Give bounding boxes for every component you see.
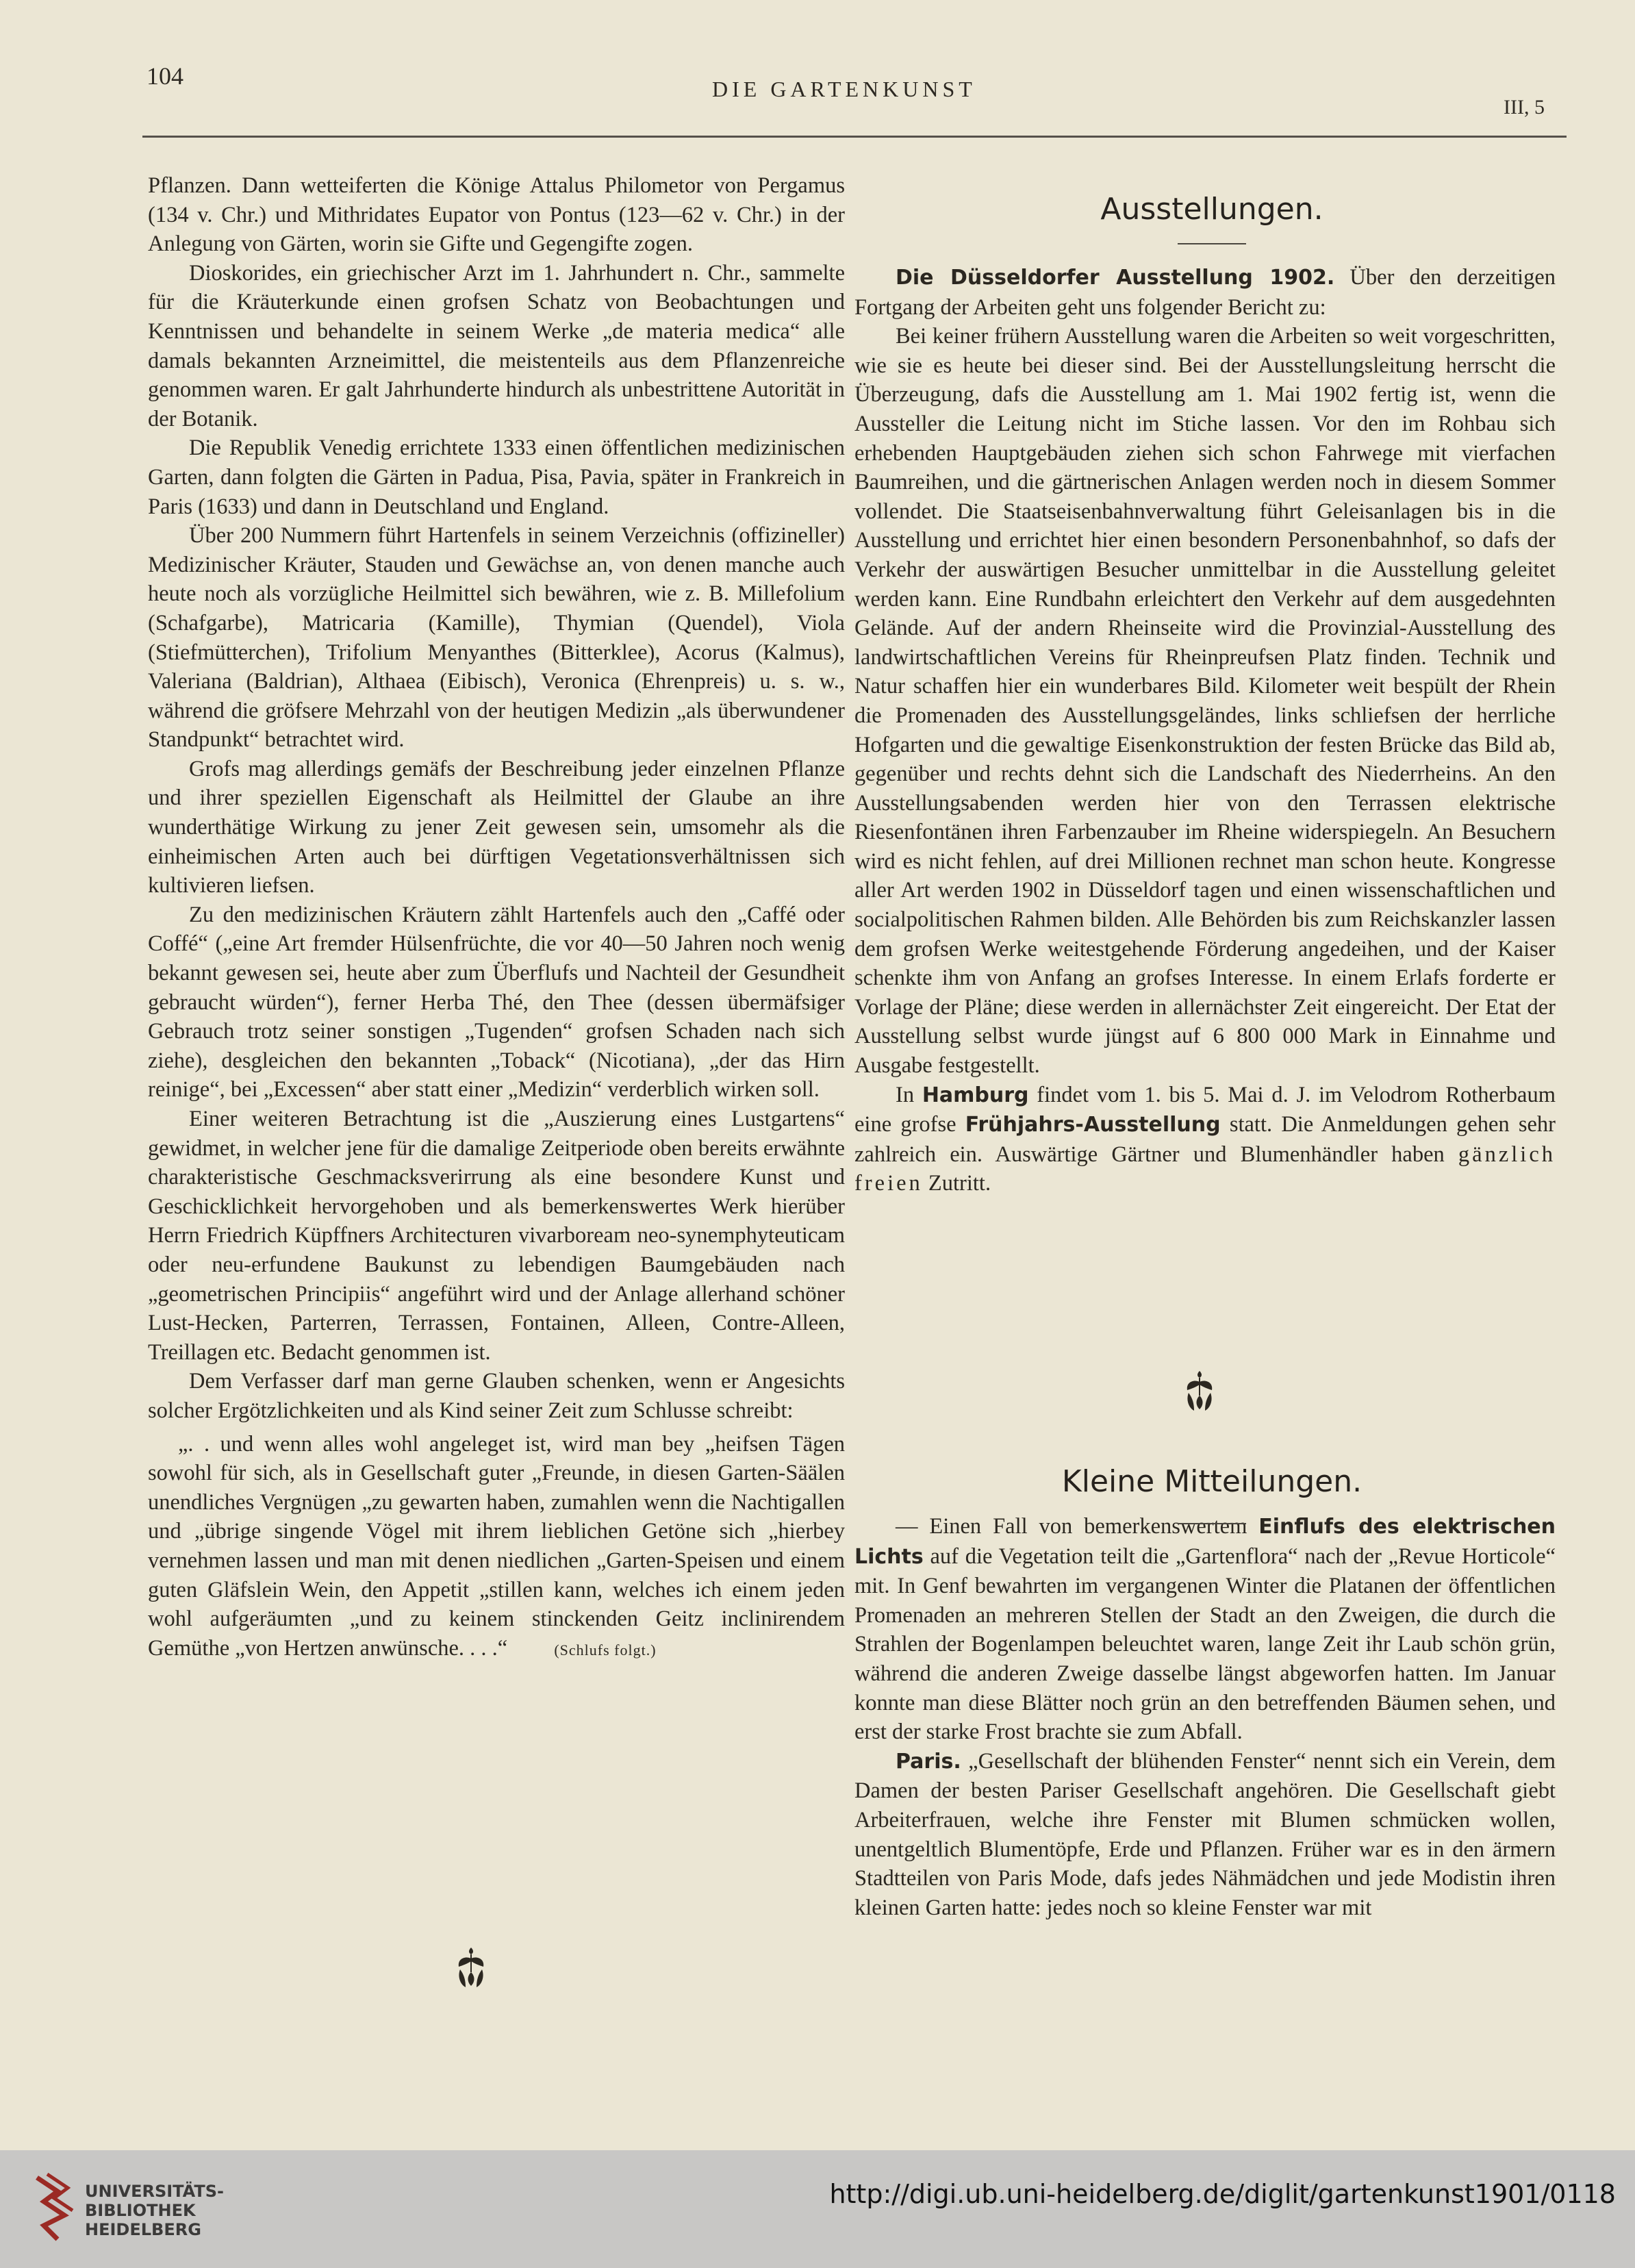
paragraph <box>854 1512 1556 1747</box>
text-run: findet vom 1. bis 5. Mai d. J. im Velodrom Rotherbaum eine grofse <box>854 1082 1556 1137</box>
text-run: — Einen Fall von bemerkenswertem <box>896 1514 1259 1539</box>
paragraph: Über 200 Nummern führt Hartenfels in seinem Verzeichnis (offizineller) Medizinischer Kräuter, Stauden und Gewächse an, von denen manche auch heute noch als vorzügliche Heilmittel sich bewähren, wie z. B. Millefolium (Schafgarbe), Matricaria (Kamille), Thymian (Quendel), Viola (Stiefmütterchen), Trifolium Menyanthes (Bitterklee), Acorus (Kalmus), Valeriana (Baldrian), Althaea (Eibisch), Veronica (Ehrenpreis) u. s. w., während die gröfsere Mehrzahl von der heutigen Medizin „als überwundener Standpunkt“ betrachtet wird. <box>148 523 845 753</box>
paragraph <box>854 1747 1556 1923</box>
paragraph: Einer weiteren Betrachtung ist die „Auszierung eines Lustgartens“ gewidmet, in welcher jene für die damalige Zeitperiode oben bereits erwähnte charakteristische Geschmacksverirrung als eine besondere Kunst und Geschicklichkeit hervorgehoben und als bemerkenswertes Werk hierüber Herrn Friedrich Küpffners Architecturen vivarboream neo-synemphyteuticam oder neu-erfundene Baukunst zu lebendigen Baumgebäuden nach „geometrischen Principiis“ angeführt wird und der Anlage allerhand schöner Lust-Hecken, Parterren, Terrassen, Fontainen, Alleen, Contre-Alleen, Treillagen etc. Bedacht genommen ist. <box>148 1107 845 1365</box>
library-name <box>85 2182 224 2239</box>
paragraph-text: Über den derzeitigen Fortgang der Arbeiten geht uns folgender Bericht zu: <box>854 265 1556 320</box>
paragraph: Zu den medizinischen Kräutern zählt Hartenfels auch den „Caffé oder Coffé“ („eine Art fremder Hülsenfrüchte, die vor 40—50 Jahren noch wenig bekannt gewesen sei, heute aber zum Überflufs und Nachteil der Gesundheit gebraucht würden“), ferner Herba Thé, den Thee (dessen übermäfsiger Gebrauch trotz seiner sonstigen „Tugenden“ grofsen Schaden nach sich ziehe), desgleichen den bekannten „Toback“ (Nicotiana), „der das Hirn reinige“, bei „Excessen“ aber statt einer „Medizin“ verderblich wirken soll. <box>148 902 845 1102</box>
block-quote <box>148 1430 845 1665</box>
library-name-line: HEIDELBERG <box>85 2220 201 2239</box>
paragraph: Dem Verfasser darf man gerne Glauben schenken, wenn er Angesichts solcher Ergötzlichkeiten und als Kind seiner Zeit zum Schlusse schreibt: <box>148 1369 845 1423</box>
header-rule <box>142 136 1567 138</box>
paragraph <box>854 263 1556 322</box>
section-title-ausstellungen: Ausstellungen. <box>1100 192 1323 227</box>
text-run: In <box>896 1082 922 1107</box>
right-column <box>854 263 1556 1922</box>
left-column <box>148 171 845 1665</box>
paragraph: Die Republik Venedig errichtete 1333 einen öffentlichen medizinischen Garten, dann folgten die Gärten in Padua, Pisa, Pavia, später in Frankreich in Paris (1633) und dann in Deutschland und England. <box>148 436 845 519</box>
bold-heading: Die Düsseldorfer Ausstellung 1902. <box>896 266 1335 290</box>
bold-term: Frühjahrs-Ausstellung <box>965 1113 1221 1137</box>
paragraph: Dioskorides, ein griechischer Arzt im 1. Jahrhundert n. Chr., sammelte für die Kräuterkunde einen grofsen Schatz von Beobachtungen und Kenntnissen und behandelte in seinem Werke „de materia medica“ alle damals bekannten Arzneimittel, die meistenteils aus dem Pflanzenreiche genommen waren. Er galt Jahrhunderte hindurch als unbestrittene Autorität in der Botanik. <box>148 260 845 431</box>
text-run: statt. Die Anmeldungen gehen sehr zahlreich ein. Auswärtige Gärtner und Blumenhändler haben <box>854 1112 1556 1167</box>
spaced-term: gänzlich freien <box>854 1142 1556 1196</box>
section-rule <box>1178 1523 1246 1524</box>
library-name-line: UNIVERSITÄTS- <box>85 2182 225 2201</box>
library-logo-icon <box>30 2171 78 2249</box>
section-rule <box>1178 243 1246 244</box>
library-name-line: BIBLIOTHEK <box>85 2201 196 2220</box>
running-title: DIE GARTENKUNST <box>712 77 976 101</box>
flower-ornament-icon <box>1179 1368 1220 1419</box>
paragraph-text: „Gesellschaft der blühenden Fenster“ nennt sich ein Verein, dem Damen der besten Pariser Gesellschaft angehören. Die Gesellschaft giebt Arbeiterfrauen, welche ihre Fenster mit Blumen schmücken wollen, unentgeltlich Blumentöpfe, Erde und Pflanzen. Früher war es in den ärmern Stadtteilen von Paris Mode, dafs jedes Nähmädchen und jede Modistin ihren kleinen Garten hatte: jedes noch so kleine Fenster war mit <box>854 1748 1556 1920</box>
paragraph <box>854 1081 1556 1198</box>
paragraph: Grofs mag allerdings gemäfs der Beschreibung jeder einzelnen Pflanze und ihrer speziellen Eigenschaft als Heilmittel der Glaube an ihre wunderthätige Wirkung zu jener Zeit gewesen sein, umsomehr als die einheimischen Arten auch bei dürftigen Vegetationsverhältnissen sich kultivieren liefsen. <box>148 756 845 898</box>
page-number: 104 <box>147 62 183 90</box>
paragraph: Bei keiner frühern Ausstellung waren die Arbeiten so weit vorgeschritten, wie sie es heute bei dieser sind. Bei der Ausstellungsleitung herrscht die Überzeugung, dafs die Ausstellung am 1. Mai 1902 fertig ist, wenn die Aussteller die Leitung nicht im Stiche lassen. Vor den im Rohbau sich erhebenden Hauptgebäuden ziehen sich schon Fahrwege mit vierfachen Baumreihen, und die gärtnerischen Anlagen werden noch in diesem Sommer vollendet. Die Staatseisenbahnverwaltung führt Geleisanlagen bis in die Ausstellung und errichtet hier einen besondern Personenbahnhof, so dafs der Verkehr der auswärtigen Besucher unmittelbar in die Ausstellung geleitet werden kann. Eine Rundbahn erleichtert den Verkehr auf dem ausgedehnten Gelände. Auf der andern Rheinseite wird die Provinzial-Ausstellung des landwirtschaftlichen Vereins für Rheinpreufsen Platz finden. Technik und Natur schaffen hier ein wunderbares Bild. Kilometer weit bespült der Rhein die Promenaden des Ausstellungsgeländes, links schliefsen der herrliche Hofgarten und die gewaltige Eisenkonstruktion der festen Brücke das Bild ab, gegenüber und rechts dehnt sich die Landschaft des Niederrheins. An den Ausstellungsabenden werden hier von den Terrassen elektrische Riesenfontänen ihren Farbenzauber im Rheine widerspiegeln. An Besuchern wird es nicht fehlen, auf drei Millionen rechnet man schon heute. Kongresse aller Art werden 1902 in Düsseldorf tagen und einen wissenschaftlichen und socialpolitischen Rahmen bilden. Alle Behörden bis zum Reichskanzler lassen dem grofsen Werke weitestgehende Förderung angedeihen, und der Kaiser schenkte ihm von Anfang an grofses Interesse. In einem Erlafs forderte er Vorlage der Pläne; diese werden in allernächster Zeit eingereicht. Der Etat der Ausstellung selbst wurde jüngst auf 6 800 000 Mark in Einnahme und Ausgabe festgestellt. <box>854 324 1556 1079</box>
continued-note: (Schlufs folgt.) <box>554 1641 657 1659</box>
bold-term: Einflufs des elektrischen Lichts <box>854 1515 1556 1569</box>
text-run: Zutritt. <box>922 1171 991 1196</box>
flower-ornament-icon <box>451 1945 492 1995</box>
quote-text <box>148 1430 845 1665</box>
issue-number: III, 5 <box>1504 96 1545 118</box>
section-title-kleine-mitteilungen: Kleine Mitteilungen. <box>1061 1464 1362 1499</box>
quote-body: „. . und wenn alles wohl angeleget ist, wird man bey „heifsen Tägen sowohl für sich, als in Gesellschaft guter „Freunde, in diesen Garten-Säälen unendliches Vergnügen „zu gewarten haben, zumahlen wenn die Nachtigallen und „übrige singende Vögel mit ihrem lieblichen Getöne sich „hierbey vernehmen lassen und man mit denen niedlichen „Garten-Speisen und einem guten Gläfslein Wein, den Appetit „stillen kann, welches ich einem jeden wohl aufgeräumten „und zu keinem stinckenden Geitz inclinirendem Gemüthe „von Hertzen anwünsche. . . .“ <box>148 1431 845 1661</box>
text-run: auf die Vegetation teilt die „Gartenflora“ nach der „Revue Horticole“ mit. In Genf bewahrten im vergangenen Winter die Platanen der öffentlichen Promenaden an mehreren Stellen der Stadt an den Zweigen, die durch die Strahlen der Bogenlampen beleuchtet waren, lange Zeit ihr Laub schön grün, während die anderen Zweige dasselbe längst abgeworfen hatten. Im Januar konnte man diese Blätter noch grün an den betreffenden Bäumen sehen, und erst der starke Frost brachte sie zum Abfall. <box>854 1544 1556 1745</box>
bold-term: Hamburg <box>922 1083 1029 1107</box>
viewer-footer <box>0 2150 1635 2268</box>
paragraph: Pflanzen. Dann wetteiferten die Könige Attalus Philometor von Pergamus (134 v. Chr.) und Mithridates Eupator von Pontus (123—62 v. Chr.) in der Anlegung von Gärten, worin sie Gifte und Gegengifte zogen. <box>148 173 845 257</box>
bold-heading: Paris. <box>896 1749 961 1774</box>
permalink-url[interactable]: http://digi.ub.uni-heidelberg.de/diglit/gartenkunst1901/0118 <box>829 2179 1616 2209</box>
